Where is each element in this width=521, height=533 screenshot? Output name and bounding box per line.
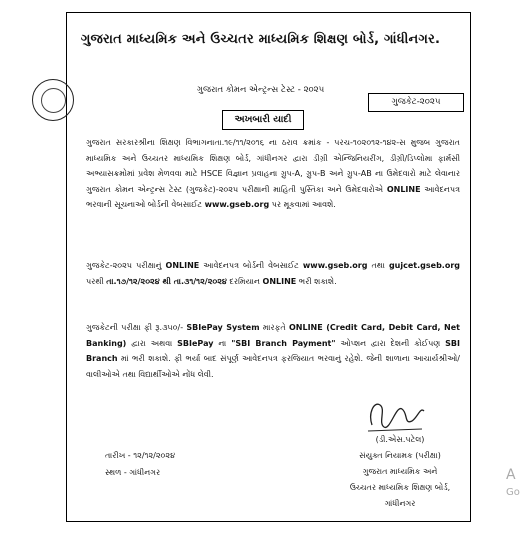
p3-text-1: ગુજકેટની પરીક્ષા ફી રૂ.૩૫૦/- [86,323,187,332]
p3-text-2: મારફતે [259,323,289,332]
paragraph-1 [86,135,460,213]
exam-code-box: ગુજકેટ-૨૦૨૫ [368,93,464,112]
p2-online-2: ONLINE [262,276,297,286]
signatory-designation: સંયુક્ત નિયામક (પરીક્ષા) [359,451,441,460]
watermark-line-2: Go [506,487,520,498]
p3-branch-payment: "SBI Branch Payment" [231,338,336,348]
p2-text-4: પરથી [86,276,107,286]
issue-place: સ્થળ - ગાંધીનગર [105,468,161,477]
issue-date: તારીખ - ૧૨/૧૨/૨૦૨૪ [105,451,176,460]
p3-text-4: ના [213,338,232,348]
p3-sbiepay: SBIePay [177,338,214,348]
signature-mark [360,395,430,435]
p2-text-6: ભરી શકાશે. [296,276,337,286]
p3-online-modes: ONLINE (Credit Card, Debit Card, Net Banking) [86,323,460,348]
p1-text-1: ગુજરાત સરકારશ્રીના શિક્ષણ વિભાગનાતા.૧૯/૧૧/૨૦૧૬ ના ઠરાવ ક્રમાંક - પરચ-૧૦૨૦૧૨-૧૪૨-સ મુજબ ગુજરાત માધ્યમિક અને ઉચ્ચતર માધ્યમિક શિક્ષણ બોર્ડ, ગાંધીનગર દ્વારા ડીગ્રી એન્જિનિયરીંગ, ડીગ્રી/ડિપ્લોમા ફાર્મસી અભ્યાસક્રમોમાં પ્રવેશ મેળવવા માટે HSCE વિજ્ઞાન પ્રવાહના ગ્રુપ-A, ગ્રુપ-B અને ગ્રુપ-AB ના ઉમેદવારો માટે લેવાનાર ગુજરાત કોમન એન્ટ્રન્સ ટેસ્ટ (ગુજકેટ)-૨૦૨૫ પરીક્ષાની માહિતી પુસ્તિકા અને ઉમેદવારોએ [86,138,460,194]
p2-text-1: ગુજકેટ-૨૦૨૫ પરીક્ષાનું [86,261,166,270]
date-place-block [105,447,175,481]
p2-text-5: દરમિયાન [226,276,263,286]
signatory-block [340,432,460,512]
p1-text-3: પર મૂકવામાં આવશે. [269,200,336,210]
p1-text-2: આવેદનપત્ર ભરવાની સૂચનાઓ બોર્ડની વેબસાઈટ [86,184,460,210]
p3-text-6: માં ભરી શકાશે. ફી ભર્યા બાદ સંપૂર્ણ આવેદનપત્ર ફરજિયાત ભરવાનું રહેશે. જેની શાળાના આચાર્યશ્રીઓ/વાલીઓએ તથા વિદ્યાર્થીઓએ નોંધ લેવી. [86,354,460,379]
p2-website-1: www.gseb.org [302,261,368,270]
signatory-org-line-2: ઉચ્ચતર માધ્યમિક શિક્ષણ બોર્ડ, [349,483,451,492]
p3-text-5: ઓપ્શન દ્વારા દેશની કોઈપણ [335,338,446,348]
p2-text-2: આવેદનપત્ર બોર્ડની વેબસાઈટ [199,261,303,270]
p2-website-2: gujcet.gseb.org [388,261,460,270]
p2-dates: તા.૧૭/૧૨/૨૦૨૪ થી તા.૩૧/૧૨/૨૦૨૪ [106,276,227,286]
signatory-org-line-1: ગુજરાત માધ્યમિક અને [362,467,438,476]
paragraph-3 [86,320,460,382]
signatory-org-line-3: ગાંધીનગર [384,499,416,508]
signatory-name: (ડી.એસ.પટેલ) [375,435,425,444]
p1-website: www.gseb.org [204,200,270,210]
p2-online-1: ONLINE [165,261,200,270]
p3-sbiepay-system: SBIePay System [186,323,260,332]
p2-text-3: તથા [367,261,389,270]
activation-watermark [506,466,521,502]
p1-online: ONLINE [386,184,421,194]
p3-text-3: દ્વારા અથવા [126,338,178,348]
press-release-heading: અખબારી યાદી [222,110,304,130]
watermark-line-1: A [506,467,516,483]
p3-sbi-branch: SBI Branch [86,338,460,364]
paragraph-2 [86,258,460,289]
board-title: ગુજરાત માધ્યમિક અને ઉચ્ચતર માધ્યમિક શિક્ષણ બોર્ડ, ગાંધીનગર. [80,32,441,47]
test-name: ગુજરાત કોમન એન્ટ્રન્સ ટેસ્ટ - ૨૦૨૫ [196,85,325,95]
